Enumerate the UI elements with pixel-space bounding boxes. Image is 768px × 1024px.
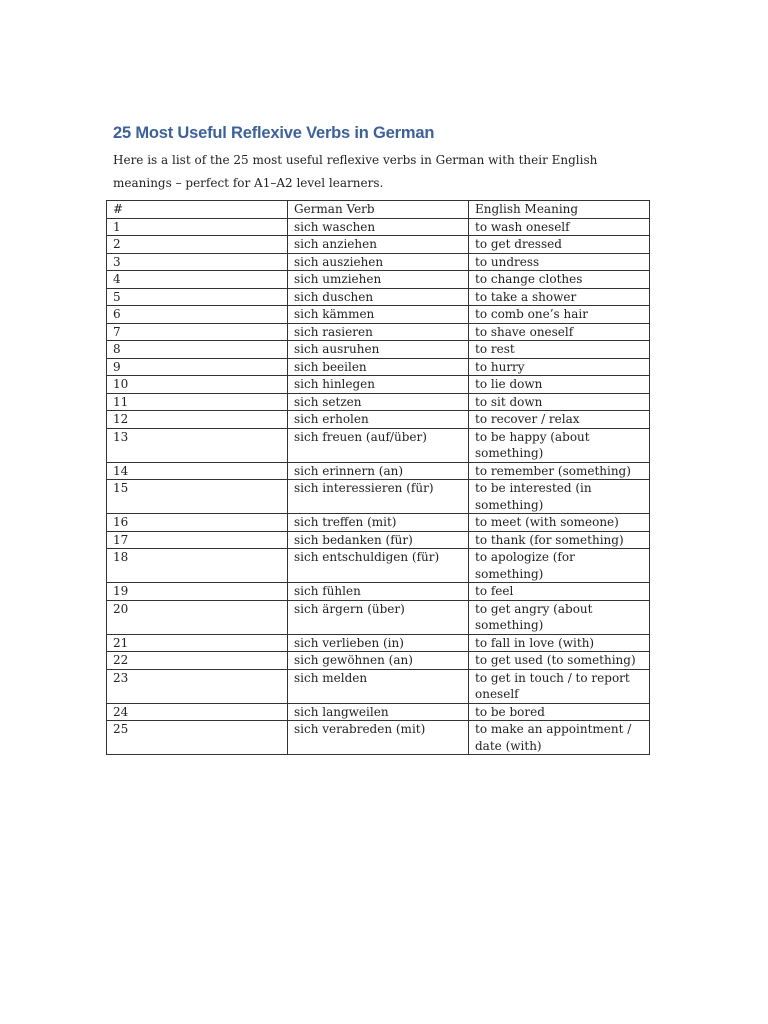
table-row <box>107 253 650 271</box>
cell-english-meaning: to remember (something) <box>469 462 650 480</box>
cell-number: 10 <box>107 376 288 394</box>
cell-german-verb: sich fühlen <box>288 583 469 601</box>
table-row <box>107 480 650 514</box>
table-row <box>107 428 650 462</box>
cell-english-meaning: to feel <box>469 583 650 601</box>
table-row <box>107 393 650 411</box>
cell-english-meaning: to be bored <box>469 703 650 721</box>
cell-english-meaning: to lie down <box>469 376 650 394</box>
intro-paragraph: Here is a list of the 25 most useful reflexive verbs in German with their English meanings – perfect for A1–A2 level learners. <box>113 153 598 190</box>
cell-number: 21 <box>107 634 288 652</box>
cell-number: 17 <box>107 531 288 549</box>
cell-english-meaning: to change clothes <box>469 271 650 289</box>
cell-english-meaning: to thank (for something) <box>469 531 650 549</box>
reflexive-verbs-table <box>106 200 650 755</box>
table-row <box>107 583 650 601</box>
header-english-meaning: English Meaning <box>469 201 650 219</box>
cell-german-verb: sich interessieren (für) <box>288 480 469 514</box>
cell-german-verb: sich melden <box>288 669 469 703</box>
cell-english-meaning: to hurry <box>469 358 650 376</box>
cell-number: 16 <box>107 514 288 532</box>
cell-german-verb: sich bedanken (für) <box>288 531 469 549</box>
cell-number: 23 <box>107 669 288 703</box>
cell-number: 15 <box>107 480 288 514</box>
cell-number: 25 <box>107 721 288 755</box>
table-row <box>107 669 650 703</box>
cell-english-meaning: to make an appointment / date (with) <box>469 721 650 755</box>
cell-english-meaning: to sit down <box>469 393 650 411</box>
cell-number: 22 <box>107 652 288 670</box>
cell-number: 24 <box>107 703 288 721</box>
table-body <box>107 218 650 755</box>
cell-german-verb: sich waschen <box>288 218 469 236</box>
cell-number: 5 <box>107 288 288 306</box>
table-row <box>107 600 650 634</box>
cell-german-verb: sich duschen <box>288 288 469 306</box>
cell-german-verb: sich ausruhen <box>288 341 469 359</box>
cell-number: 20 <box>107 600 288 634</box>
cell-english-meaning: to shave oneself <box>469 323 650 341</box>
table-row <box>107 462 650 480</box>
cell-german-verb: sich anziehen <box>288 236 469 254</box>
cell-english-meaning: to get used (to something) <box>469 652 650 670</box>
cell-number: 8 <box>107 341 288 359</box>
document-title: 25 Most Useful Reflexive Verbs in German <box>113 124 435 142</box>
cell-number: 1 <box>107 218 288 236</box>
table-row <box>107 271 650 289</box>
cell-english-meaning: to comb one’s hair <box>469 306 650 324</box>
cell-number: 11 <box>107 393 288 411</box>
cell-german-verb: sich verlieben (in) <box>288 634 469 652</box>
cell-english-meaning: to rest <box>469 341 650 359</box>
cell-german-verb: sich erholen <box>288 411 469 429</box>
cell-german-verb: sich erinnern (an) <box>288 462 469 480</box>
cell-number: 3 <box>107 253 288 271</box>
cell-german-verb: sich ausziehen <box>288 253 469 271</box>
cell-number: 14 <box>107 462 288 480</box>
cell-german-verb: sich beeilen <box>288 358 469 376</box>
table-row <box>107 721 650 755</box>
table-row <box>107 549 650 583</box>
header-german-verb: German Verb <box>288 201 469 219</box>
cell-german-verb: sich treffen (mit) <box>288 514 469 532</box>
table-row <box>107 703 650 721</box>
cell-german-verb: sich entschuldigen (für) <box>288 549 469 583</box>
cell-number: 4 <box>107 271 288 289</box>
table-row <box>107 236 650 254</box>
table-row <box>107 341 650 359</box>
table-row <box>107 306 650 324</box>
cell-number: 18 <box>107 549 288 583</box>
table-header-row <box>107 201 650 219</box>
cell-german-verb: sich kämmen <box>288 306 469 324</box>
table-row <box>107 288 650 306</box>
cell-german-verb: sich gewöhnen (an) <box>288 652 469 670</box>
cell-english-meaning: to take a shower <box>469 288 650 306</box>
cell-german-verb: sich freuen (auf/über) <box>288 428 469 462</box>
cell-german-verb: sich langweilen <box>288 703 469 721</box>
cell-german-verb: sich ärgern (über) <box>288 600 469 634</box>
table-row <box>107 411 650 429</box>
cell-english-meaning: to apologize (for something) <box>469 549 650 583</box>
cell-english-meaning: to fall in love (with) <box>469 634 650 652</box>
cell-number: 19 <box>107 583 288 601</box>
cell-english-meaning: to undress <box>469 253 650 271</box>
cell-number: 2 <box>107 236 288 254</box>
cell-number: 13 <box>107 428 288 462</box>
cell-number: 9 <box>107 358 288 376</box>
table-row <box>107 531 650 549</box>
table-row <box>107 218 650 236</box>
cell-english-meaning: to meet (with someone) <box>469 514 650 532</box>
cell-number: 12 <box>107 411 288 429</box>
table-row <box>107 376 650 394</box>
table-row <box>107 323 650 341</box>
table-row <box>107 358 650 376</box>
cell-english-meaning: to get dressed <box>469 236 650 254</box>
cell-english-meaning: to be interested (in something) <box>469 480 650 514</box>
table-row <box>107 652 650 670</box>
table-row <box>107 514 650 532</box>
cell-german-verb: sich verabreden (mit) <box>288 721 469 755</box>
cell-german-verb: sich hinlegen <box>288 376 469 394</box>
cell-german-verb: sich rasieren <box>288 323 469 341</box>
cell-german-verb: sich setzen <box>288 393 469 411</box>
cell-german-verb: sich umziehen <box>288 271 469 289</box>
cell-number: 7 <box>107 323 288 341</box>
header-number: # <box>107 201 288 219</box>
cell-english-meaning: to recover / relax <box>469 411 650 429</box>
cell-english-meaning: to get in touch / to report oneself <box>469 669 650 703</box>
cell-english-meaning: to be happy (about something) <box>469 428 650 462</box>
cell-english-meaning: to wash oneself <box>469 218 650 236</box>
cell-number: 6 <box>107 306 288 324</box>
table-row <box>107 634 650 652</box>
cell-english-meaning: to get angry (about something) <box>469 600 650 634</box>
